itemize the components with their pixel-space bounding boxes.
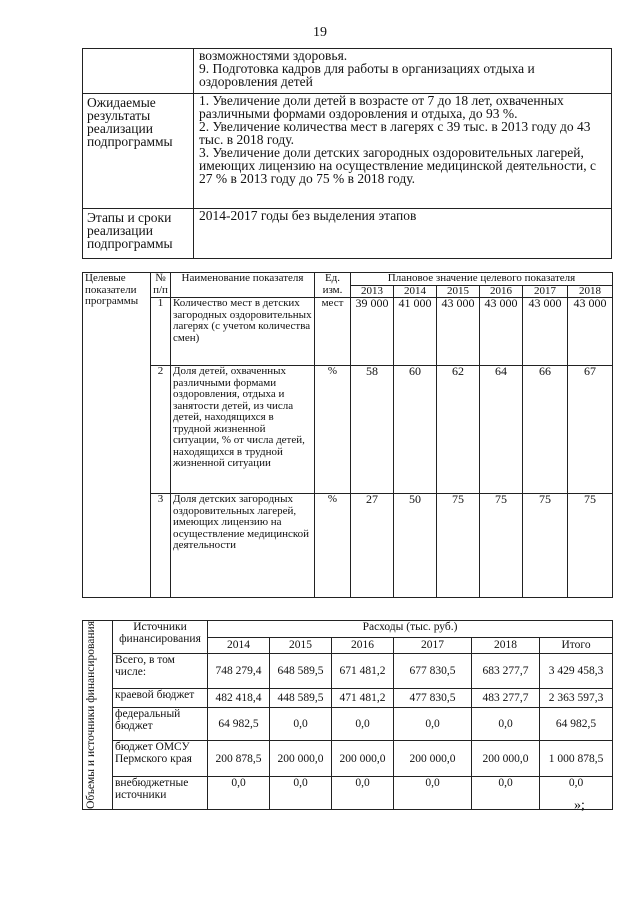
- indicator-value: 43 000: [523, 298, 568, 366]
- expense-value: 683 277,7: [472, 654, 540, 689]
- expected-results-cell: [194, 94, 612, 209]
- indicator-value: 75: [568, 494, 613, 598]
- indicator-value: 27: [351, 494, 394, 598]
- expense-value: 483 277,7: [472, 689, 540, 708]
- year-header: 2014: [208, 637, 270, 654]
- expense-value: 64 982,5: [540, 708, 613, 741]
- indicator-value: 60: [394, 366, 437, 494]
- expense-value: 648 589,5: [270, 654, 332, 689]
- year-header: 2017: [394, 637, 472, 654]
- expense-value: 200 878,5: [208, 741, 270, 776]
- page-number: 19: [313, 25, 327, 40]
- financing-section-label-text: Объемы и источники финансирования: [85, 621, 97, 809]
- source-name: внебюджетные источники: [113, 776, 208, 809]
- col-header-planned: Плановое значение целевого показателя: [351, 273, 613, 286]
- table-row: [83, 494, 613, 598]
- continuation-text: 9. Подготовка кадров для работы в организациях отдыха и оздоровления детей: [199, 61, 535, 89]
- closing-quote-mark: »;: [574, 798, 585, 813]
- year-header: 2017: [523, 285, 568, 298]
- expense-value: 1 000 878,5: [540, 741, 613, 776]
- expense-value: 3 429 458,3: [540, 654, 613, 689]
- table-row: [83, 708, 613, 741]
- source-name: федеральный бюджет: [113, 708, 208, 741]
- expense-value: 0,0: [270, 776, 332, 809]
- table-row: [83, 298, 613, 366]
- financing-table: [82, 620, 613, 810]
- expected-result-item: 1. Увеличение доли детей в возрасте от 7 до 18 лет, охваченных различными формами оздоровления и отдыха, до 93 %.: [199, 93, 564, 121]
- stages-value: 2014-2017 годы без выделения этапов: [194, 209, 612, 259]
- indicator-value: 75: [437, 494, 480, 598]
- indicator-name: Доля детских загородных оздоровительных лагерей, имеющих лицензию на осуществление медицинской деятельности: [171, 494, 315, 598]
- indicators-section-label: Целевые показатели программы: [83, 273, 151, 598]
- expense-value: 200 000,0: [270, 741, 332, 776]
- indicator-name: Количество мест в детских загородных оздоровительных лагерях (с учетом количества смен): [171, 298, 315, 366]
- stages-label: Этапы и сроки реализации подпрограммы: [83, 209, 194, 259]
- indicator-value: 43 000: [437, 298, 480, 366]
- table-row: [83, 741, 613, 776]
- source-name: бюджет ОМСУ Пермского края: [113, 741, 208, 776]
- year-header: 2015: [270, 637, 332, 654]
- col-header-expenses: Расходы (тыс. руб.): [208, 621, 613, 638]
- indicator-value: 43 000: [568, 298, 613, 366]
- indicator-value: 67: [568, 366, 613, 494]
- expense-value: 671 481,2: [332, 654, 394, 689]
- indicator-unit: %: [315, 494, 351, 598]
- indicator-value: 75: [523, 494, 568, 598]
- row-num: 2: [151, 366, 171, 494]
- expense-value: 477 830,5: [394, 689, 472, 708]
- expense-value: 471 481,2: [332, 689, 394, 708]
- year-header: 2014: [394, 285, 437, 298]
- passport-table: [82, 48, 612, 259]
- col-header-num: № п/п: [151, 273, 171, 298]
- year-header: 2018: [568, 285, 613, 298]
- source-name: краевой бюджет: [113, 689, 208, 708]
- row-num: 1: [151, 298, 171, 366]
- expense-value: 482 418,4: [208, 689, 270, 708]
- expense-value: 2 363 597,3: [540, 689, 613, 708]
- expense-value: 200 000,0: [472, 741, 540, 776]
- col-header-name: Наименование показателя: [171, 273, 315, 298]
- expense-value: 200 000,0: [332, 741, 394, 776]
- expected-results-label: Ожидаемые результаты реализации подпрограммы: [83, 94, 194, 209]
- indicator-name: Доля детей, охваченных различными формами оздоровления, отдыха и занятости детей, из числа детей, находящихся в трудной жизненной ситуации, % от числа детей, находящихся в трудной жизненной ситуации: [171, 366, 315, 494]
- financing-section-label: [83, 621, 113, 810]
- col-header-sources: Источники финансирования: [113, 621, 208, 654]
- expense-value: 0,0: [332, 708, 394, 741]
- table-row: [83, 654, 613, 689]
- expense-value: 0,0: [472, 776, 540, 809]
- year-header: 2018: [472, 637, 540, 654]
- expense-value: 0,0: [394, 708, 472, 741]
- expense-value: 200 000,0: [394, 741, 472, 776]
- continuation-label-cell: [83, 49, 194, 94]
- table-row: [83, 689, 613, 708]
- source-name: Всего, в том числе:: [113, 654, 208, 689]
- row-num: 3: [151, 494, 171, 598]
- year-header: Итого: [540, 637, 613, 654]
- indicator-value: 75: [480, 494, 523, 598]
- indicator-value: 43 000: [480, 298, 523, 366]
- indicator-value: 66: [523, 366, 568, 494]
- indicator-value: 62: [437, 366, 480, 494]
- expected-result-item: 2. Увеличение количества мест в лагерях с 39 тыс. в 2013 году до 43 тыс. в 2018 году.: [199, 119, 591, 147]
- indicator-value: 41 000: [394, 298, 437, 366]
- expense-value: 0,0: [472, 708, 540, 741]
- indicators-table: [82, 272, 613, 598]
- year-header: 2013: [351, 285, 394, 298]
- indicator-value: 58: [351, 366, 394, 494]
- expense-value: 64 982,5: [208, 708, 270, 741]
- expense-value: 748 279,4: [208, 654, 270, 689]
- expense-value: 448 589,5: [270, 689, 332, 708]
- continuation-cell: [194, 49, 612, 94]
- expense-value: 677 830,5: [394, 654, 472, 689]
- indicator-value: 64: [480, 366, 523, 494]
- indicator-unit: %: [315, 366, 351, 494]
- expense-value: 0,0: [270, 708, 332, 741]
- year-header: 2016: [332, 637, 394, 654]
- indicator-value: 50: [394, 494, 437, 598]
- expense-value: 0,0: [332, 776, 394, 809]
- year-header: 2016: [480, 285, 523, 298]
- expense-value: 0,0: [540, 776, 613, 809]
- expense-value: 0,0: [208, 776, 270, 809]
- indicator-unit: мест: [315, 298, 351, 366]
- indicator-value: 39 000: [351, 298, 394, 366]
- continuation-text: возможностями здоровья.: [199, 48, 348, 63]
- expense-value: 0,0: [394, 776, 472, 809]
- year-header: 2015: [437, 285, 480, 298]
- table-row: [83, 366, 613, 494]
- table-row: [83, 776, 613, 809]
- col-header-unit: Ед. изм.: [315, 273, 351, 298]
- expected-result-item: 3. Увеличение доли детских загородных оздоровительных лагерей, имеющих лицензию на осуществление медицинской деятельности, с 27 % в 2013 году до 75 % в 2018 году.: [199, 145, 596, 186]
